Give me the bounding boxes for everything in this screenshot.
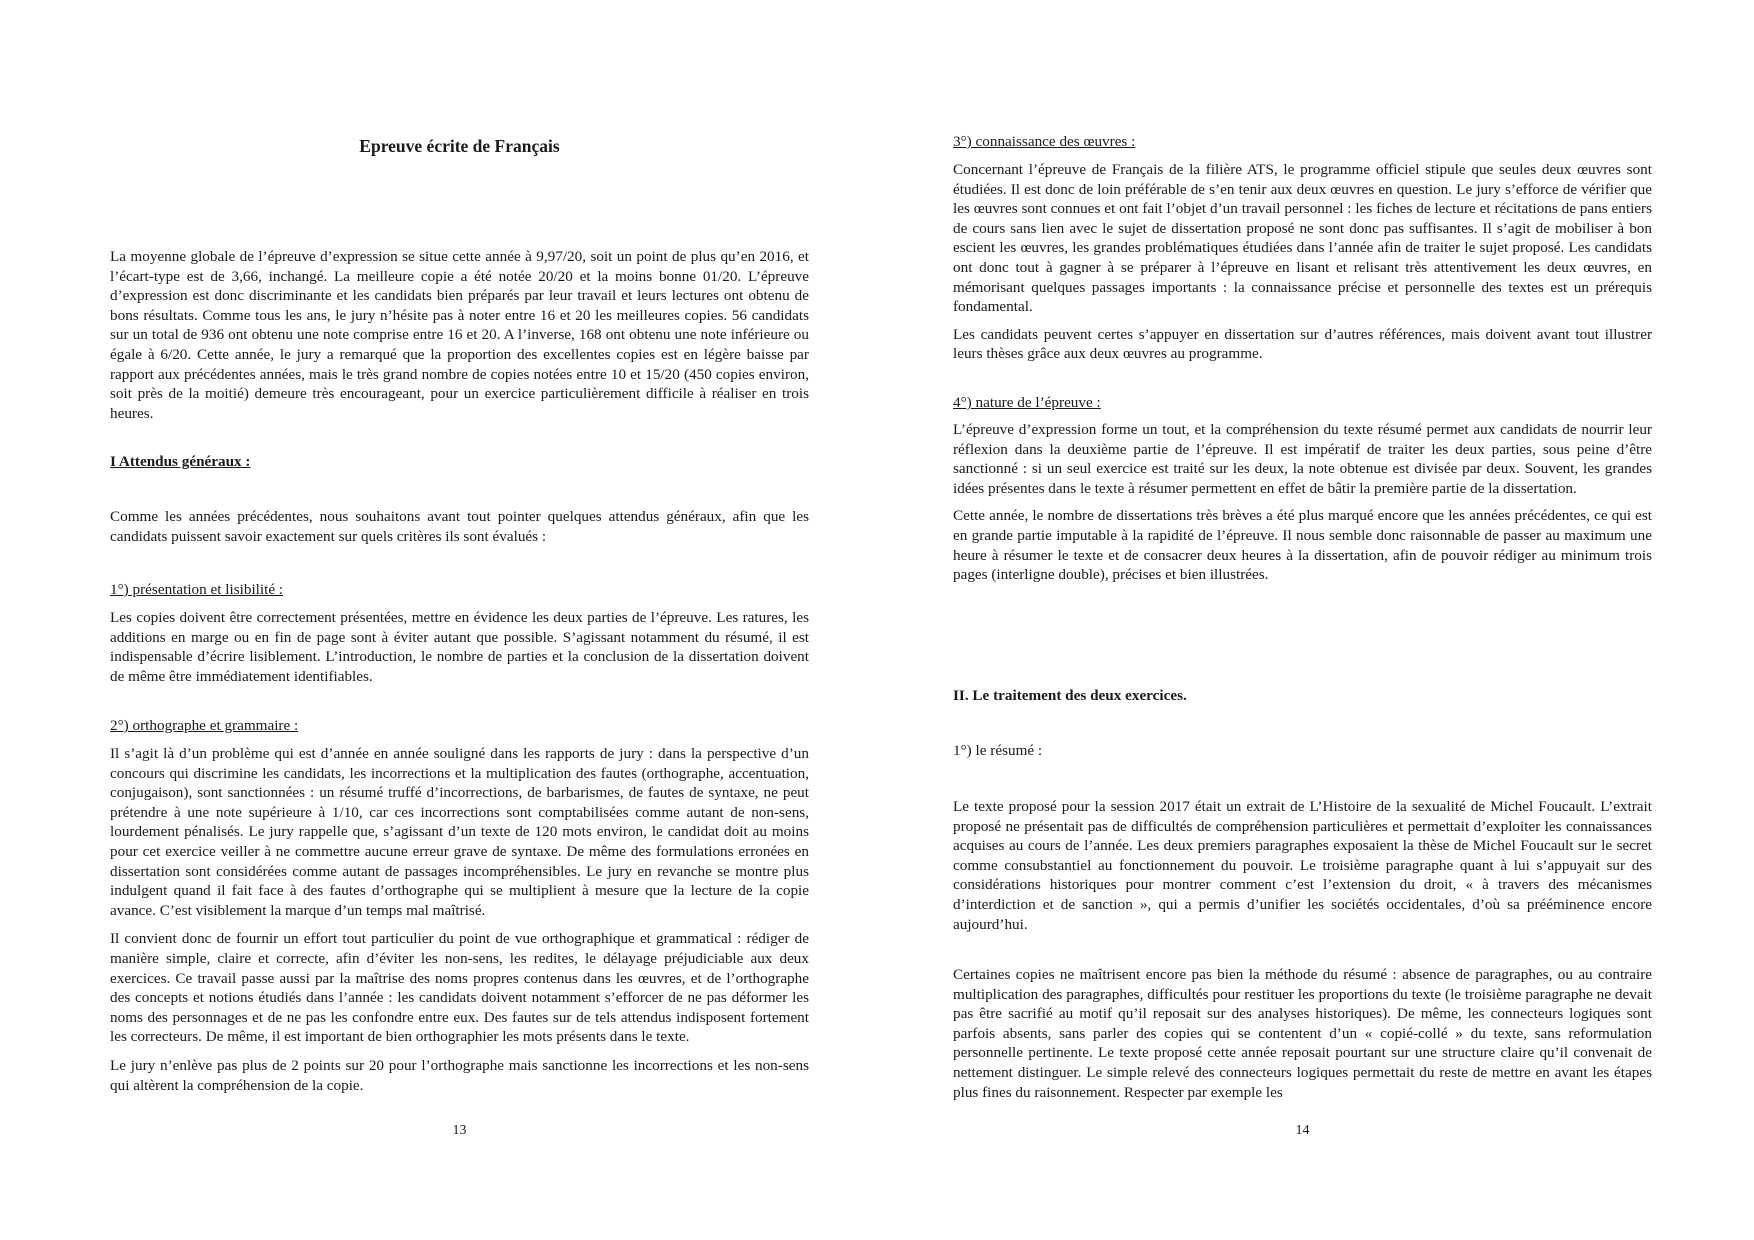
subsection-3-paragraph-1: Concernant l’épreuve de Français de la filière ATS, le programme officiel stipule que seules deux œuvres sont étudiées. Il est donc de loin préférable de s’en tenir aux deux œuvres en question. Le jury s’efforce de vérifier que les œuvres sont connues et ont fait l’objet d’un travail personnel : les fiches de lecture et récitations de pans entiers de cours sans lien avec le sujet de dissertation proposé ne sont donc pas suffisantes. Il s’agit de mobiliser à bon escient les œuvres, les grandes problématiques étudiées dans l’année afin de traiter le sujet proposé. Les candidats ont donc tout à gagner à se préparer à l’épreuve en lisant et relisant très attentivement les deux œuvres, en mémorisant quelques passages importants : la connaissance précise et personnelle des textes est un prérequis fondamental. bbox=[953, 161, 1652, 316]
section-1-heading: I Attendus généraux : bbox=[110, 453, 251, 470]
page-number-14: 14 bbox=[1295, 1123, 1310, 1138]
section-1-intro bbox=[110, 507, 809, 546]
subsection-5-paragraph-1: Le texte proposé pour la session 2017 était un extrait de L’Histoire de la sexualité de Michel Foucault. L’extrait proposé ne présentait pas de difficultés de compréhension particulières et permettait d’exploiter les connaissances acquises au cours de l’année. Les deux premiers paragraphes exposaient la thèse de Michel Foucault sur le secret comme consubstantiel au fonctionnement du pouvoir. Le troisième paragraphe quant à lui s’appuyait sur des considérations historiques pour montrer comment c’est l’extension du droit, « à travers des mécanismes d’interdiction et de sanction », qui a permis d’unifier les sociétés occidentales, d’où sa prééminence encore aujourd’hui. bbox=[953, 798, 1652, 933]
subsection-5-body-2 bbox=[953, 965, 1652, 1102]
subsection-2-paragraph-3: Le jury n’enlève pas plus de 2 points sur 20 pour l’orthographe mais sanctionne les incorrections et les non-sens qui altèrent la compréhension de la copie. bbox=[110, 1056, 809, 1094]
subsection-4-heading: 4°) nature de l’épreuve : bbox=[953, 394, 1101, 411]
subsection-1-text: Les copies doivent être correctement présentées, mettre en évidence les deux parties de l’épreuve. Les ratures, les additions en marge ou en fin de page sont à éviter autant que possible. S’agissant notamment du résumé, il est indispensable d’écrire lisiblement. L’introduction, le nombre de parties et la conclusion de la dissertation doivent de même être immédiatement identifiables. bbox=[110, 609, 809, 685]
subsection-4-body bbox=[953, 420, 1652, 585]
subsection-2-paragraph-1: Il s’agit là d’un problème qui est d’année en année souligné dans les rapports de jury : dans la perspective d’un concours qui discrimine les candidats, les incorrections et la multiplication des fautes (orthographe, accentuation, conjugaison), sont sanctionnées : un résumé truffé d’incorrections, de barbarismes, de fautes de syntaxe, ne peut prétendre à une note supérieure à 1/10, car ces incorrections sont comptabilisées comme autant de non-sens, lourdement pénalisés. Le jury rappelle que, s’agissant d’un texte de 120 mots environ, le candidat doit au moins pour cet exercice veiller à ne commettre aucune erreur grave de syntaxe. De même des formulations erronées en dissertation sont considérées comme autant de passages incompréhensibles. Le jury en revanche se montre plus indulgent quand il fait face à des fautes d’orthographe qui se multiplient à mesure que la lecture de la copie avance. C’est visiblement la marque d’un temps mal maîtrisé. bbox=[110, 745, 809, 919]
subsection-5-paragraph-2: Certaines copies ne maîtrisent encore pas bien la méthode du résumé : absence de paragraphes, ou au contraire multiplication des paragraphes, difficultés pour restituer les proportions du texte (le troisième paragraphe ne devait pas être sacrifié au motif qu’il reposait sur des analyses historiques). De même, les connecteurs logiques sont parfois absents, sans parler des copies qui se contentent d’un « copié-collé » du texte, sans reformulation personnelle pertinente. Le texte proposé cette année reposait pourtant sur une structure claire qu’il convenait de nettement distinguer. Le simple relevé des connecteurs logiques permettait du reste de mettre en avant les étapes plus fines du raisonnement. Respecter par exemple les bbox=[953, 966, 1652, 1101]
page-right bbox=[953, 0, 1652, 1240]
subsection-4-paragraph-2: Cette année, le nombre de dissertations très brèves a été plus marqué encore que les années précédentes, ce qui est en grande partie imputable à la rapidité de l’épreuve. Il nous semble donc raisonnable de passer au maximum une heure à résumer le texte et de consacrer deux heures à la dissertation, afin de pouvoir rédiger au minimum trois pages (interligne double), précises et bien illustrées. bbox=[953, 507, 1652, 584]
page-number-13: 13 bbox=[452, 1123, 467, 1138]
intro-text: La moyenne globale de l’épreuve d’expression se situe cette année à 9,97/20, soit un point de plus qu’en 2016, et l’écart-type est de 3,66, inchangé. La meilleure copie a été notée 20/20 et la moins bonne 01/20. L’épreuve d’expression est donc discriminante et les candidats bien préparés par leur travail et leurs lectures ont obtenu de bons résultats. Comme tous les ans, le jury n’hésite pas à noter entre 16 et 20 les meilleures copies. 56 candidats sur un total de 936 ont obtenu une note comprise entre 16 et 20. A l’inverse, 168 ont obtenu une note inférieure ou égale à 6/20. Cette année, le jury a remarqué que la proportion des excellentes copies est en légère baisse par rapport aux précédentes années, mais le très grand nombre de copies notées entre 10 et 15/20 (450 copies environ, soit près de la moitié) demeure très encourageant, pour un exercice particulièrement difficile à réaliser en trois heures. bbox=[110, 248, 809, 422]
subsection-2-paragraph-2: Il convient donc de fournir un effort tout particulier du point de vue orthographique et grammatical : rédiger de manière simple, claire et correcte, afin d’éviter les non-sens, les redites, le délayage préjudiciable aux deux exercices. Ce travail passe aussi par la maîtrise des noms propres contenus dans les œuvres, et de l’orthographe des concepts et notions étudiés dans l’année : les candidats doivent notamment s’efforcer de ne pas déformer les noms des personnages et de ne pas les confondre entre eux. Des fautes sur de tels attendus indisposent fortement les correcteurs. De même, il est important de bien orthographier les mots présents dans le texte. bbox=[110, 930, 809, 1046]
subsection-1-heading: 1°) présentation et lisibilité : bbox=[110, 581, 284, 598]
intro-paragraph bbox=[110, 247, 809, 423]
subsection-5-body-1 bbox=[953, 797, 1652, 934]
subsection-1-body bbox=[110, 608, 809, 686]
subsection-3-heading: 3°) connaissance des œuvres : bbox=[953, 133, 1136, 150]
subsection-3-paragraph-2: Les candidats peuvent certes s’appuyer en dissertation sur d’autres références, mais doivent avant tout illustrer leurs thèses grâce aux deux œuvres au programme. bbox=[953, 325, 1652, 363]
subsection-4-paragraph-1: L’épreuve d’expression forme un tout, et la compréhension du texte résumé permet aux candidats de nourrir leur réflexion dans la deuxième partie de l’épreuve. Il est impératif de traiter les deux parties, sous peine d’être sanctionné : si un seul exercice est traité sur les deux, la note obtenue est divisée par deux. Souvent, les grandes idées présentes dans le texte à résumer permettent en effet de bâtir la première partie de la dissertation. bbox=[953, 421, 1652, 497]
subsection-5-heading: 1°) le résumé : bbox=[953, 742, 1043, 759]
page-left bbox=[110, 0, 809, 1240]
section-2-heading: II. Le traitement des deux exercices. bbox=[953, 687, 1187, 704]
subsection-2-body bbox=[110, 744, 809, 1095]
subsection-2-heading: 2°) orthographe et grammaire : bbox=[110, 717, 299, 734]
section-1-intro-text: Comme les années précédentes, nous souhaitons avant tout pointer quelques attendus généraux, afin que les candidats puissent savoir exactement sur quels critères ils sont évalués : bbox=[110, 508, 809, 545]
document-title: Epreuve écrite de Français bbox=[359, 136, 560, 156]
subsection-3-body bbox=[953, 160, 1652, 364]
